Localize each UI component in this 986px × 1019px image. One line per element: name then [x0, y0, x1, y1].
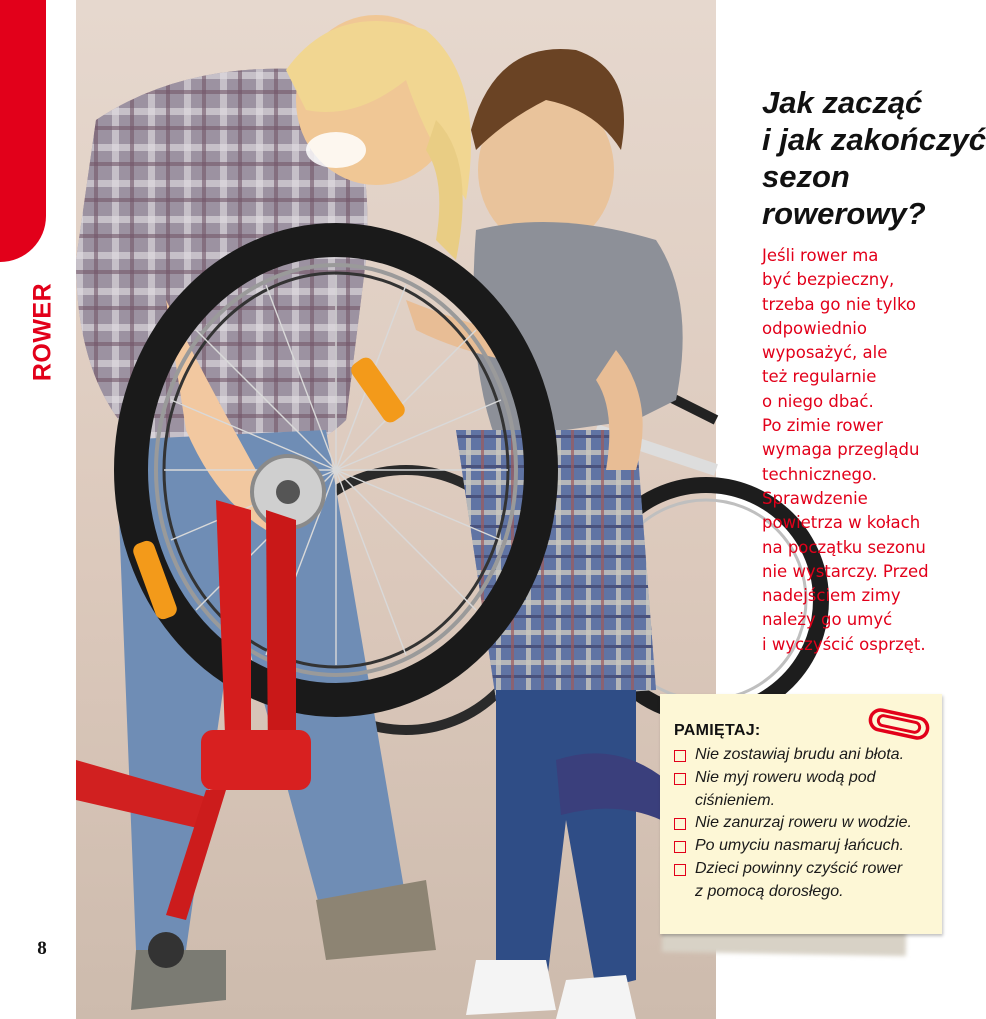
reminder-item [672, 767, 938, 813]
checkbox-icon [674, 750, 686, 762]
body-line: technicznego. [762, 464, 878, 484]
article-body [762, 244, 960, 657]
title-line: i jak zakończyć [762, 122, 986, 157]
reminder-text: Nie zostawiaj brudu ani błota. [695, 746, 905, 763]
reminder-text: Dzieci powinny czyścić rower [695, 859, 903, 877]
article-title [762, 84, 986, 232]
paperclip-icon [866, 708, 932, 740]
title-line: sezon [762, 159, 850, 194]
section-tab [0, 0, 46, 262]
reminder-text: Nie myj roweru wodą pod [695, 768, 876, 786]
checkbox-icon [674, 818, 686, 830]
body-line: i wyczyścić osprzęt. [762, 634, 926, 654]
body-line: o niego dbać. [762, 391, 874, 411]
checkbox-icon [674, 864, 686, 876]
reminder-item [672, 812, 938, 835]
remember-note [660, 694, 942, 934]
body-line: nadejściem zimy [762, 586, 901, 606]
title-line: rowerowy? [762, 196, 926, 231]
body-line: też regularnie [762, 367, 877, 387]
body-line: należy go umyć [762, 610, 893, 630]
note-title: PAMIĘTAJ: [674, 722, 761, 739]
body-line: wyposażyć, ale [762, 343, 888, 363]
section-label: ROWER [28, 282, 57, 382]
body-line: Jeśli rower ma [762, 246, 879, 265]
reminder-item [672, 858, 938, 904]
reminder-list [672, 744, 938, 904]
page-number: 8 [37, 938, 47, 959]
body-line: Sprawdzenie [762, 488, 868, 508]
bicycle-wheel [131, 240, 541, 700]
checkbox-icon [674, 841, 686, 853]
reminder-item [672, 744, 938, 767]
body-line: powietrza w kołach [762, 513, 921, 533]
reminder-item [672, 835, 938, 858]
body-line: Po zimie rower [762, 416, 883, 436]
body-line: na początku sezonu [762, 537, 926, 557]
body-line: wymaga przeglądu [762, 440, 920, 460]
checkbox-icon [674, 773, 686, 785]
bicycle-repair-photo [76, 0, 716, 1019]
body-line: być bezpieczny, [762, 270, 895, 290]
reminder-text: Nie zanurzaj roweru w wodzie. [695, 814, 912, 832]
reminder-text: Po umyciu nasmaruj łańcuch. [695, 837, 904, 855]
reminder-text: z pomocą dorosłego. [695, 882, 844, 900]
reminder-text: ciśnieniem. [695, 791, 776, 809]
body-line: trzeba go nie tylko [762, 294, 917, 314]
title-line: Jak zacząć [762, 85, 923, 120]
body-line: nie wystarczy. Przed [762, 561, 929, 581]
body-line: odpowiednio [762, 318, 867, 338]
side-margin [0, 0, 76, 1019]
